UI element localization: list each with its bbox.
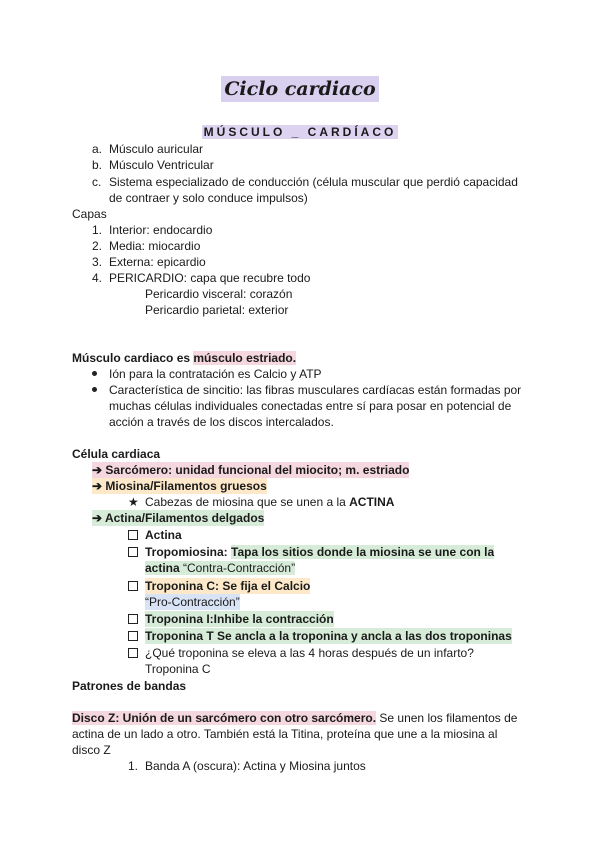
myosin-note-bold: ACTINA (349, 495, 395, 509)
actin-text: Actina/Filamentos delgados (104, 511, 265, 525)
striated-highlight: músculo estriado. (193, 351, 297, 365)
list-item: Banda A (oscura): Actina y Miosina juntos (145, 759, 366, 773)
checklist-item: ¿Qué troponina se eleva a las 4 horas después de un infarto? (145, 646, 474, 660)
bullet-item: Ión para la contratación es Calcio y ATP (109, 367, 322, 381)
title-text: Ciclo cardiaco (221, 76, 378, 102)
list-marker: 1. (92, 223, 103, 237)
list-marker: a. (92, 142, 103, 156)
bullet-item-continuation: muchas células individuales conectadas entre sí para posar en potencial de (109, 399, 512, 413)
list-item: Sistema especializado de conducción (célula muscular que perdió capacidad (109, 175, 518, 189)
list-item: PERICARDIO: capa que recubre todo (109, 271, 311, 285)
section-heading (0, 125, 600, 139)
checkbox-icon[interactable] (128, 578, 138, 594)
page-title (0, 78, 600, 100)
checklist-item (145, 544, 494, 560)
checklist-item: Troponina C: Se fija el Calcio (145, 579, 311, 593)
myosin-note-text: Cabezas de miosina que se unen a la (145, 495, 350, 509)
sub-item: Pericardio parietal: exterior (145, 303, 289, 317)
list-item: Interior: endocardio (109, 223, 213, 237)
sarcomere-item (92, 462, 409, 478)
bullet-icon (92, 366, 97, 382)
tropomiosina-quote: “Contra-Contracción” (179, 561, 296, 575)
checkbox-icon[interactable] (128, 544, 138, 560)
layers-label: Capas (72, 207, 107, 221)
myosin-note (145, 494, 394, 510)
list-item: Músculo Ventricular (109, 158, 214, 172)
list-marker: 1. (128, 759, 139, 773)
list-marker: 3. (92, 255, 103, 269)
disco-z-highlight: Disco Z: Unión de un sarcómero con otro sarcómero. (72, 711, 377, 725)
list-marker: 2. (92, 239, 103, 253)
cell-heading: Célula cardiaca (72, 447, 161, 461)
disco-z-line (72, 710, 517, 726)
disco-z-line-3: disco Z (72, 743, 111, 757)
bullet-icon (92, 382, 97, 398)
checkbox-icon[interactable] (128, 611, 138, 627)
list-item: Media: miocardio (109, 239, 201, 253)
list-item: Músculo auricular (109, 142, 204, 156)
sub-item: Pericardio visceral: corazón (145, 287, 293, 301)
striated-lead: Músculo cardiaco es (72, 351, 194, 365)
arrow-icon: ➔ (92, 511, 103, 525)
striated-heading (72, 350, 296, 366)
checklist-item: Troponina T Se ancla a la troponina y ancla a las dos troponinas (145, 629, 512, 643)
myosin-text: Miosina/Filamentos gruesos (105, 479, 267, 493)
arrow-icon: ➔ (92, 479, 103, 493)
actin-item (92, 510, 264, 526)
checklist-item: Actina (145, 528, 182, 542)
tropomiosina-label: Tropomiosina: (145, 545, 232, 559)
disco-z-rest: Se unen los filamentos de (376, 711, 518, 725)
myosin-item (92, 478, 267, 494)
tropomiosina-highlight: Tapa los sitios donde la miosina se une con la (231, 545, 495, 559)
checklist-item: Troponina I:Inhibe la contracción (145, 612, 334, 626)
bullet-item-continuation: acción a través de los discos intercalados. (109, 415, 334, 429)
troponina-c-quote: “Pro-Contracción” (145, 595, 240, 609)
star-icon: ★ (128, 495, 139, 509)
list-marker: b. (92, 158, 103, 172)
heading-text: MÚSCULO _ CARDÍACO (203, 125, 397, 139)
checklist-item-continuation (145, 560, 295, 576)
disco-z-line-2: actina de un lado a otro. También está la Titina, proteína que une a la miosina al (72, 727, 498, 741)
checklist-item-continuation: Troponina C (145, 662, 211, 676)
bands-heading: Patrones de bandas (72, 679, 187, 693)
list-marker: 4. (92, 271, 103, 285)
checkbox-icon[interactable] (128, 645, 138, 661)
list-item: Externa: epicardio (109, 255, 206, 269)
tropomiosina-highlight-2: actina (145, 561, 180, 575)
arrow-icon: ➔ (92, 463, 103, 477)
bullet-item: Característica de sincitio: las fibras musculares cardíacas están formadas por (109, 383, 522, 397)
sarcomere-text: Sarcómero: unidad funcional del miocito; m. estriado (105, 463, 410, 477)
list-marker: c. (92, 175, 102, 189)
checkbox-icon[interactable] (128, 527, 138, 543)
checkbox-icon[interactable] (128, 628, 138, 644)
list-item-continuation: de contraer y solo conduce impulsos) (109, 191, 308, 205)
